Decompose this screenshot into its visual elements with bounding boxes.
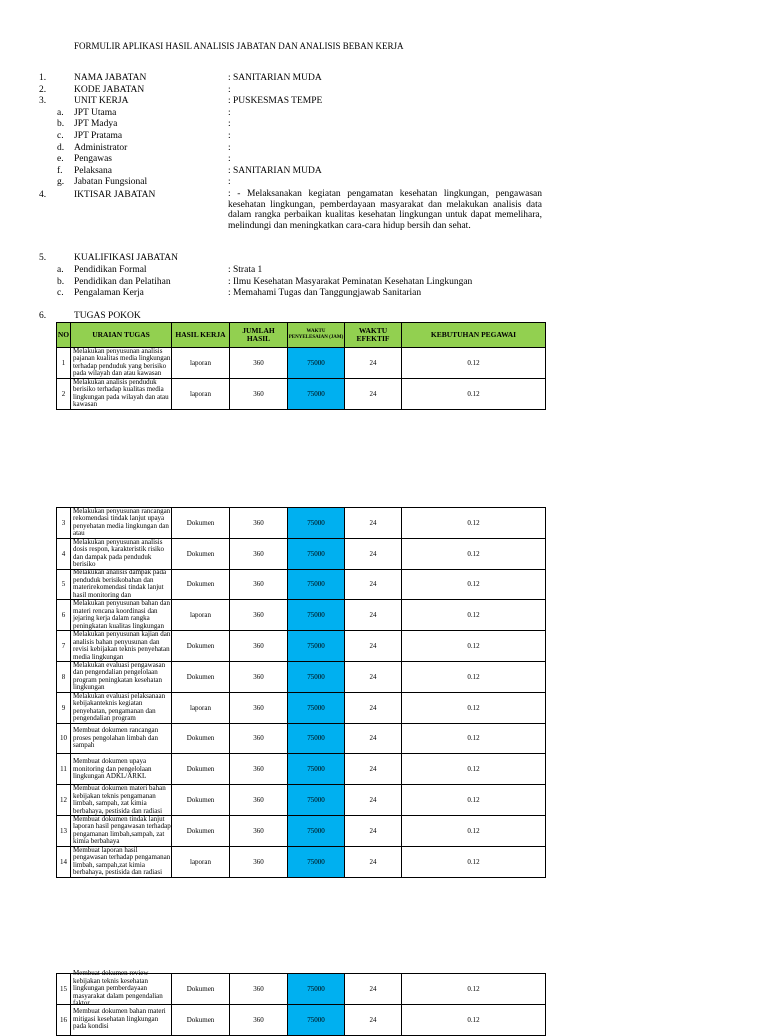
field-label: Administrator xyxy=(74,142,128,153)
row-number: 14 xyxy=(57,846,71,877)
tugas-table xyxy=(56,322,546,410)
row-kebutuhan-pegawai: 0.12 xyxy=(402,378,546,409)
row-jumlah-hasil: 360 xyxy=(230,538,288,569)
row-waktu-penyelesaian: 75000 xyxy=(288,723,345,754)
table-row xyxy=(57,348,546,379)
header-hasil: HASIL KERJA xyxy=(172,323,230,348)
row-waktu-efektif: 24 xyxy=(345,661,402,692)
kualifikasi-item-value: : Strata 1 xyxy=(228,265,263,275)
row-waktu-efektif: 24 xyxy=(345,600,402,631)
row-uraian-cell xyxy=(71,600,172,631)
row-hasil-kerja: laporan xyxy=(172,348,230,379)
row-jumlah-hasil: 360 xyxy=(230,974,288,1005)
field-value: : xyxy=(228,131,231,141)
row-waktu-efektif: 24 xyxy=(345,508,402,539)
row-number: 12 xyxy=(57,785,71,816)
row-jumlah-hasil: 360 xyxy=(230,631,288,662)
field-value: : xyxy=(228,107,231,118)
table-row xyxy=(57,754,546,785)
row-number: 3 xyxy=(57,508,71,539)
row-waktu-penyelesaian: 75000 xyxy=(288,754,345,785)
row-jumlah-hasil: 360 xyxy=(230,692,288,723)
row-uraian-cell xyxy=(71,378,172,409)
row-waktu-penyelesaian: 75000 xyxy=(288,600,345,631)
field-num: 2. xyxy=(39,84,47,95)
row-jumlah-hasil: 360 xyxy=(230,785,288,816)
field-label: Jabatan Fungsional xyxy=(74,177,148,188)
row-number: 13 xyxy=(57,815,71,846)
row-hasil-kerja: Dokumen xyxy=(172,723,230,754)
row-number: 10 xyxy=(57,723,71,754)
field-label: Pengawas xyxy=(74,154,112,165)
row-kebutuhan-pegawai: 0.12 xyxy=(402,538,546,569)
tugas-label: TUGAS POKOK xyxy=(74,311,141,321)
row-hasil-kerja: Dokumen xyxy=(172,815,230,846)
row-number: 9 xyxy=(57,692,71,723)
header-kebutuhan: KEBUTUHAN PEGAWAI xyxy=(402,323,546,348)
row-jumlah-hasil: 360 xyxy=(230,600,288,631)
row-uraian-cell xyxy=(71,348,172,379)
row-uraian: Membuat dokumen rancangan proses pengolahan limbah dan sampah xyxy=(73,726,159,750)
row-waktu-penyelesaian: 75000 xyxy=(288,348,345,379)
row-number: 8 xyxy=(57,661,71,692)
row-waktu-penyelesaian: 75000 xyxy=(288,815,345,846)
row-jumlah-hasil: 360 xyxy=(230,508,288,539)
row-waktu-penyelesaian: 75000 xyxy=(288,785,345,816)
row-jumlah-hasil: 360 xyxy=(230,378,288,409)
field-letter: g. xyxy=(57,177,65,188)
tugas-number: 6. xyxy=(39,311,47,321)
row-uraian-cell xyxy=(71,569,172,600)
field-letter: d. xyxy=(57,142,65,153)
table-row xyxy=(57,631,546,662)
row-uraian: Membuat laporan hasil pengawasan terhadap pengamanan limbah, sampah,zat kimia berbahaya, pestisida dan radiasi xyxy=(73,845,171,877)
header-jumlah: JUMLAH HASIL xyxy=(230,323,288,348)
row-hasil-kerja: Dokumen xyxy=(172,538,230,569)
table-row xyxy=(57,815,546,846)
table-row xyxy=(57,538,546,569)
row-hasil-kerja: Dokumen xyxy=(172,661,230,692)
row-kebutuhan-pegawai: 0.12 xyxy=(402,569,546,600)
row-kebutuhan-pegawai: 0.12 xyxy=(402,754,546,785)
row-uraian-cell xyxy=(71,815,172,846)
table-row xyxy=(57,569,546,600)
row-uraian: Melakukan analisis penduduk berisiko terhadap kualitas media lingkungan pada wilayah dan atau kawasan xyxy=(73,377,169,409)
row-uraian: Melakukan evaluasi pelaksanaan kebijakanteknis kegiatan penyehatan, pengamanan dan pengendalian program xyxy=(73,691,166,723)
row-number: 15 xyxy=(57,974,71,1005)
row-number: 5 xyxy=(57,569,71,600)
field-value: : xyxy=(228,119,231,130)
field-label: KODE JABATAN xyxy=(74,84,145,95)
row-number: 7 xyxy=(57,631,71,662)
kualifikasi-letter: c. xyxy=(57,288,64,299)
row-uraian: Melakukan penyusunan analisis dosis respon, karakteristik risiko dan dampak pada penduduk berisiko xyxy=(73,537,164,569)
row-jumlah-hasil: 360 xyxy=(230,569,288,600)
row-jumlah-hasil: 360 xyxy=(230,723,288,754)
header-waktu-penyelesaian: WAKTU PENYELESAIAN (JAM) xyxy=(288,323,345,348)
row-number: 6 xyxy=(57,600,71,631)
table-row xyxy=(57,378,546,409)
row-number: 1 xyxy=(57,348,71,379)
row-uraian-cell xyxy=(71,846,172,877)
row-number: 2 xyxy=(57,378,71,409)
row-uraian-cell xyxy=(71,631,172,662)
row-waktu-efektif: 24 xyxy=(345,631,402,662)
row-uraian: Membuat dokumen review kebijakan teknis kesehatan lingkungan pemberdayaan masyarakat dalam pengendalian faktor xyxy=(73,969,163,1008)
row-uraian: Membuat dokumen tindak lanjut laporan hasil pengawasan terhadap pengamanan limbah,sampah, zat kimia berbahaya xyxy=(73,814,171,846)
row-kebutuhan-pegawai: 0.12 xyxy=(402,815,546,846)
row-waktu-efektif: 24 xyxy=(345,378,402,409)
header-no: NO xyxy=(57,323,71,348)
row-kebutuhan-pegawai: 0.12 xyxy=(402,723,546,754)
row-waktu-efektif: 24 xyxy=(345,785,402,816)
form-title: FORMULIR APLIKASI HASIL ANALISIS JABATAN DAN ANALISIS BEBAN KERJA xyxy=(74,41,404,51)
row-hasil-kerja: laporan xyxy=(172,846,230,877)
field-value: : PUSKESMAS TEMPE xyxy=(228,96,323,107)
row-uraian-cell xyxy=(71,1004,172,1035)
row-waktu-penyelesaian: 75000 xyxy=(288,569,345,600)
field-label: Pelaksana xyxy=(74,165,112,176)
row-waktu-efektif: 24 xyxy=(345,974,402,1005)
row-waktu-efektif: 24 xyxy=(345,569,402,600)
field-letter: a. xyxy=(57,107,64,118)
iktisar-text: : - Melaksanakan kegiatan pengamatan kesehatan lingkungan, pengawasan kesehatan lingkungan, pemberdayaan masyarakat dan melakukan analisis data dalam rangka perbaikan kualitas kesehatan lingkungan untuk dapat memelihara, melindungi dan meningkatkan cara-cara hidup bersih dan sehat. xyxy=(228,189,542,231)
row-hasil-kerja: laporan xyxy=(172,378,230,409)
field-num: 3. xyxy=(39,96,47,107)
row-uraian: Membuat dokumen upaya monitoring dan pengelolaan lingkungan ADKL/ARKL xyxy=(73,757,152,781)
row-waktu-penyelesaian: 75000 xyxy=(288,661,345,692)
field-label: UNIT KERJA xyxy=(74,96,129,107)
table-row xyxy=(57,785,546,816)
kualifikasi-letter: a. xyxy=(57,265,64,275)
row-uraian: Melakukan evaluasi pengawasan dan pengendalian pengelolaan program peningkatan kesehatan lingkungan xyxy=(73,660,166,692)
kualifikasi-letter: b. xyxy=(57,276,65,287)
row-waktu-efektif: 24 xyxy=(345,538,402,569)
field-label: IKTISAR JABATAN xyxy=(74,189,156,200)
table-row xyxy=(57,723,546,754)
row-kebutuhan-pegawai: 0.12 xyxy=(402,348,546,379)
row-jumlah-hasil: 360 xyxy=(230,846,288,877)
row-kebutuhan-pegawai: 0.12 xyxy=(402,692,546,723)
row-waktu-efektif: 24 xyxy=(345,815,402,846)
row-jumlah-hasil: 360 xyxy=(230,815,288,846)
field-value: : xyxy=(228,142,231,153)
row-hasil-kerja: Dokumen xyxy=(172,569,230,600)
row-waktu-efektif: 24 xyxy=(345,692,402,723)
field-label: JPT Utama xyxy=(74,107,117,118)
field-label: JPT Madya xyxy=(74,119,118,130)
row-kebutuhan-pegawai: 0.12 xyxy=(402,974,546,1005)
row-hasil-kerja: Dokumen xyxy=(172,974,230,1005)
row-uraian-cell xyxy=(71,538,172,569)
row-uraian-cell xyxy=(71,661,172,692)
kualifikasi-label: KUALIFIKASI JABATAN xyxy=(74,253,179,263)
row-hasil-kerja: Dokumen xyxy=(172,785,230,816)
row-waktu-penyelesaian: 75000 xyxy=(288,1004,345,1035)
row-hasil-kerja: Dokumen xyxy=(172,1004,230,1035)
row-hasil-kerja: laporan xyxy=(172,692,230,723)
row-uraian-cell xyxy=(71,508,172,539)
tugas-table xyxy=(56,969,546,1036)
row-kebutuhan-pegawai: 0.12 xyxy=(402,846,546,877)
field-num: 4. xyxy=(39,189,47,200)
row-uraian: Membuat dokumen bahan materi mitigasi kesehatan lingkungan pada kondisi xyxy=(73,1007,166,1031)
row-waktu-efektif: 24 xyxy=(345,1004,402,1035)
field-value: : SANITARIAN MUDA xyxy=(228,165,322,176)
field-num: 1. xyxy=(39,73,47,83)
table-row xyxy=(57,508,546,539)
field-letter: f. xyxy=(57,165,63,176)
kualifikasi-item-label: Pendidikan dan Pelatihan xyxy=(74,276,171,287)
row-uraian: Melakukan analisis dampak pada penduduk berisikobahan dan materirekomendasi tindak lanjut hasil monitoring dan xyxy=(73,568,167,599)
row-hasil-kerja: Dokumen xyxy=(172,508,230,539)
row-waktu-penyelesaian: 75000 xyxy=(288,631,345,662)
row-waktu-efektif: 24 xyxy=(345,846,402,877)
field-value: : SANITARIAN MUDA xyxy=(228,73,322,83)
table-row xyxy=(57,661,546,692)
table-row xyxy=(57,974,546,1005)
row-waktu-penyelesaian: 75000 xyxy=(288,846,345,877)
row-uraian: Melakukan penyusunan analisis pajanan kualitas media lingkungan terhadap penduduk yang berisiko pada wilayah dan atau kawasan xyxy=(73,346,171,378)
row-uraian: Melakukan penyusunan rancangan rekomendasi tindak lanjut upaya penyehatan media lingkungan dan atau xyxy=(73,506,171,538)
row-jumlah-hasil: 360 xyxy=(230,348,288,379)
row-jumlah-hasil: 360 xyxy=(230,754,288,785)
row-waktu-penyelesaian: 75000 xyxy=(288,692,345,723)
row-waktu-efektif: 24 xyxy=(345,723,402,754)
field-letter: b. xyxy=(57,119,65,130)
row-jumlah-hasil: 360 xyxy=(230,1004,288,1035)
kualifikasi-number: 5. xyxy=(39,253,47,263)
header-uraian: URAIAN TUGAS xyxy=(71,323,172,348)
row-waktu-penyelesaian: 75000 xyxy=(288,538,345,569)
kualifikasi-item-label: Pendidikan Formal xyxy=(74,265,147,275)
kualifikasi-item-value: : Memahami Tugas dan Tanggungjawab Sanitarian xyxy=(228,288,422,299)
field-value: : xyxy=(228,84,231,95)
row-uraian: Melakukan penyusunan kajian dan analisis bahan penyusunan dan revisi kebijakan teknis penyehatan media lingkungan xyxy=(73,630,171,661)
row-number: 16 xyxy=(57,1004,71,1035)
table-row xyxy=(57,846,546,877)
row-waktu-efektif: 24 xyxy=(345,754,402,785)
row-kebutuhan-pegawai: 0.12 xyxy=(402,508,546,539)
row-kebutuhan-pegawai: 0.12 xyxy=(402,785,546,816)
field-label: JPT Pratama xyxy=(74,131,123,141)
row-waktu-penyelesaian: 75000 xyxy=(288,378,345,409)
row-waktu-penyelesaian: 75000 xyxy=(288,508,345,539)
row-uraian-cell xyxy=(71,969,172,1008)
header-waktu-efektif: WAKTU EFEKTIF xyxy=(345,323,402,348)
row-number: 4 xyxy=(57,538,71,569)
row-waktu-penyelesaian: 75000 xyxy=(288,974,345,1005)
row-uraian-cell xyxy=(71,785,172,816)
row-kebutuhan-pegawai: 0.12 xyxy=(402,661,546,692)
row-hasil-kerja: laporan xyxy=(172,600,230,631)
row-hasil-kerja: Dokumen xyxy=(172,754,230,785)
table-row xyxy=(57,692,546,723)
field-label: NAMA JABATAN xyxy=(74,73,147,83)
row-jumlah-hasil: 360 xyxy=(230,661,288,692)
row-kebutuhan-pegawai: 0.12 xyxy=(402,1004,546,1035)
table-row xyxy=(57,600,546,631)
row-uraian: Membuat dokumen materi bahan kebijakan teknis pengamanan limbah, sampah, zat kimia berbahaya, pestisida dan radiasi xyxy=(73,784,166,815)
row-waktu-efektif: 24 xyxy=(345,348,402,379)
field-value: : xyxy=(228,177,231,188)
tugas-table xyxy=(56,507,546,878)
row-uraian-cell xyxy=(71,692,172,723)
row-number: 11 xyxy=(57,754,71,785)
row-kebutuhan-pegawai: 0.12 xyxy=(402,631,546,662)
kualifikasi-item-value: : Ilmu Kesehatan Masyarakat Peminatan Kesehatan Lingkungan xyxy=(228,276,473,287)
field-letter: c. xyxy=(57,131,64,141)
row-uraian-cell xyxy=(71,754,172,785)
row-uraian-cell xyxy=(71,723,172,754)
kualifikasi-item-label: Pengalaman Kerja xyxy=(74,288,144,299)
field-letter: e. xyxy=(57,154,64,165)
row-hasil-kerja: Dokumen xyxy=(172,631,230,662)
row-uraian: Melakukan penyusunan bahan dan materi rencana koordinasi dan jejaring kerja dalam rangka peningkatan kualitas lingkungan xyxy=(73,599,170,630)
table-row xyxy=(57,1004,546,1035)
row-kebutuhan-pegawai: 0.12 xyxy=(402,600,546,631)
field-value: : xyxy=(228,154,231,165)
